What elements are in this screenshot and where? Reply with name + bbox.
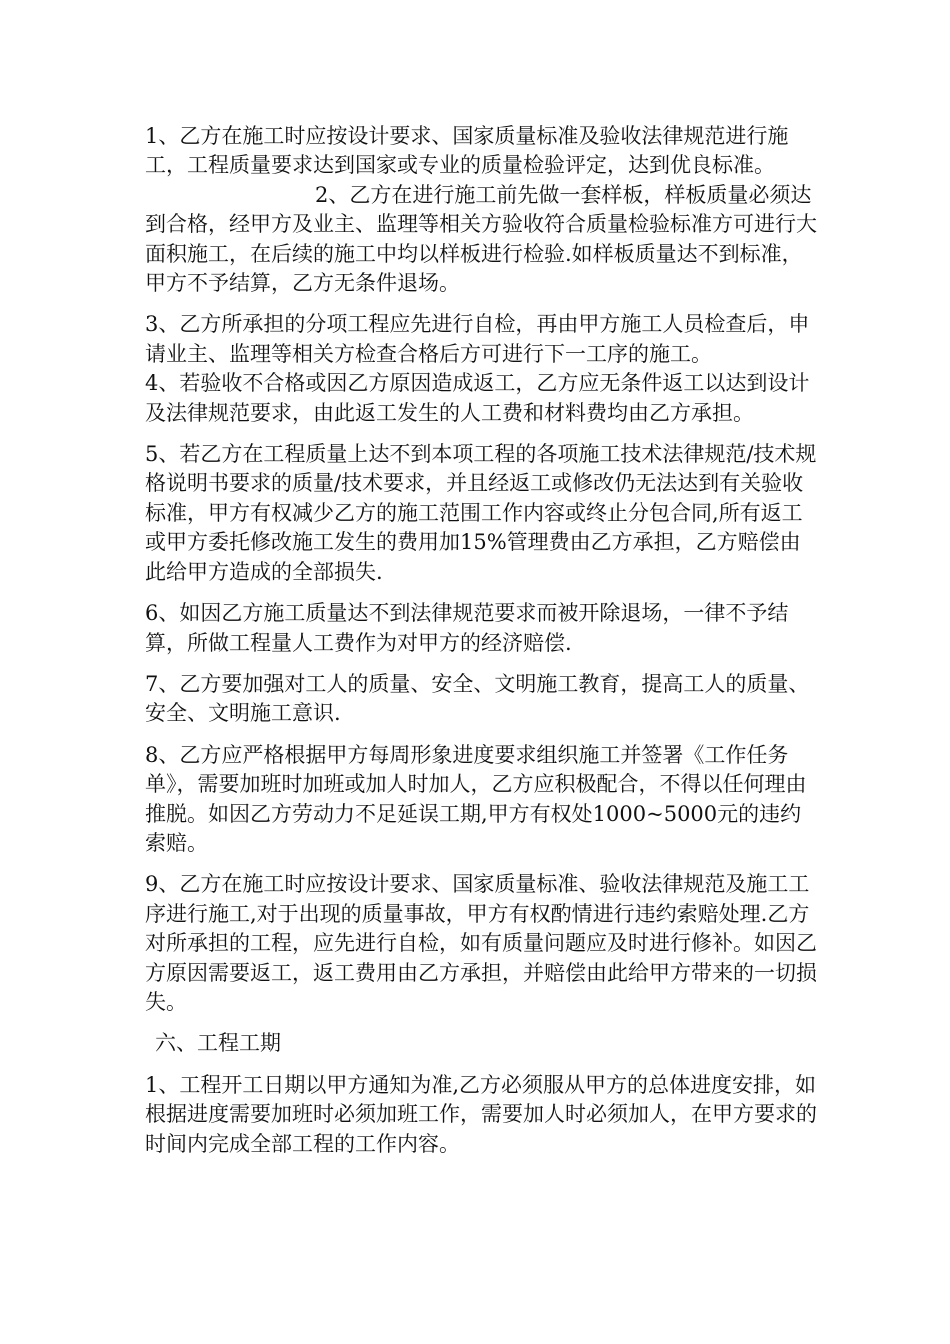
paragraph-clause-1-2 xyxy=(145,122,820,298)
section-heading-schedule: 六、工程工期 xyxy=(155,1031,281,1056)
paragraph-clause-7: 7、乙方要加强对工人的质量、安全、文明施工教育，提高工人的质量、安全、文明施工意识. xyxy=(145,671,810,726)
clause-1-text: 1、乙方在施工时应按设计要求、国家质量标准及验收法律规范进行施工，工程质量要求达到国家或专业的质量检验评定，达到优良标准。 xyxy=(145,124,789,178)
paragraph-clause-4: 4、若验收不合格或因乙方原因造成返工，乙方应无条件返工以达到设计及法律规范要求，由此返工发生的人工费和材料费均由乙方承担。 xyxy=(145,371,810,425)
paragraph-clause-6: 6、如因乙方施工质量达不到法律规范要求而被开除退场，一律不予结算，所做工程量人工费作为对甲方的经济赔偿. xyxy=(145,601,789,655)
document-page xyxy=(145,122,820,1171)
paragraph-schedule-clause-1: 1、工程开工日期以甲方通知为准,乙方必须服从甲方的总体进度安排，如根据进度需要加班时必须加班工作，需要加人时必须加人，在甲方要求的时间内完成全部工程的工作内容。 xyxy=(145,1072,817,1156)
paragraph-clause-5: 5、若乙方在工程质量上达不到本项工程的各项施工技术法律规范/技术规格说明书要求的质量/技术要求，并且经返工或修改仍无法达到有关验收标准，甲方有权减少乙方的施工范围工作内容或终止分包合同,所有返工或甲方委托修改施工发生的费用加15%管理费由乙方承担，乙方赔偿由此给甲方造成的全部损失. xyxy=(145,442,817,584)
paragraph-clause-3: 3、乙方所承担的分项工程应先进行自检，再由甲方施工人员检查后，申请业主、监理等相关方检查合格后方可进行下一工序的施工。 xyxy=(145,312,810,366)
paragraph-clause-9: 9、乙方在施工时应按设计要求、国家质量标准、验收法律规范及施工工序进行施工,对于出现的质量事故，甲方有权酌情进行违约索赔处理.乙方对所承担的工程，应先进行自检，如有质量问题应及时进行修补。如因乙方原因需要返工，返工费用由乙方承担，并赔偿由此给甲方带来的一切损失。 xyxy=(145,872,817,1014)
clause-2-text: 2、乙方在进行施工前先做一套样板，样板质量必须达到合格，经甲方及业主、监理等相关方验收符合质量检验标准方可进行大面积施工，在后续的施工中均以样板进行检验.如样板质量达不到标准，甲方不予结算，乙方无条件退场。 xyxy=(145,182,817,296)
paragraph-clause-8: 8、乙方应严格根据甲方每周形象进度要求组织施工并签署《工作任务单》，需要加班时加班或加人时加人，乙方应积极配合，不得以任何理由推脱。如因乙方劳动力不足延误工期,甲方有权处1000~5000元的违约索赔。 xyxy=(145,742,807,855)
